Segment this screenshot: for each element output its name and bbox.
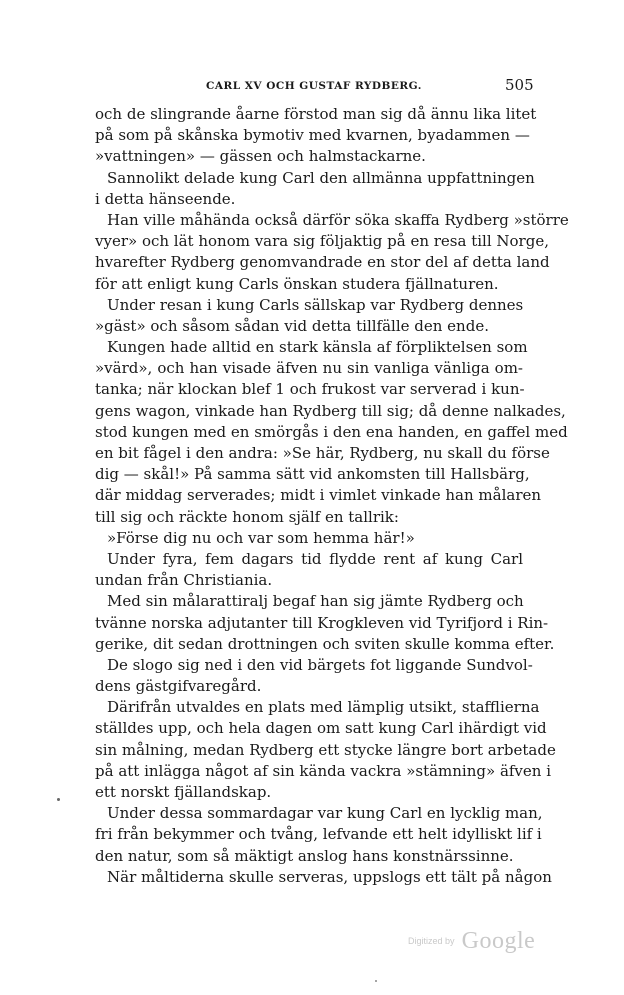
text-line: vyer» och lät honom vara sig följaktig på en resa till Norge, [95, 232, 549, 251]
stray-mark-bottom [375, 980, 377, 982]
text-line: Med sin målarattiralj begaf han sig jämte Rydberg och [107, 592, 524, 611]
text-line: i detta hänseende. [95, 189, 236, 208]
text-line: Under resan i kung Carls sällskap var Rydberg dennes [107, 295, 524, 314]
text-line: ställdes upp, och hela dagen om satt kung Carl ihärdigt vid [95, 719, 547, 738]
text-line: »Förse dig nu och var som hemma här!» [107, 528, 415, 547]
text-line: för att enligt kung Carls önskan studera fjällnaturen. [95, 274, 499, 293]
text-line: Kungen hade alltid en stark känsla af förpliktelsen som [107, 338, 528, 357]
paragraph [95, 210, 569, 295]
text-line: där middag serverades; midt i vimlet vinkade han målaren [95, 486, 542, 505]
text-line: ett norskt fjällandskap. [95, 783, 272, 801]
text-line: och de slingrande åarne förstod man sig då ännu lika litet [95, 105, 537, 123]
watermark-prefix: Digitized by [408, 936, 455, 946]
paragraph [95, 803, 543, 867]
running-head [0, 76, 624, 100]
text-line: hvarefter Rydberg genomvandrade en stor del af detta land [95, 253, 550, 272]
paragraph [95, 295, 523, 337]
text-line: på som på skånska bymotiv med kvarnen, byadammen — [95, 126, 530, 145]
paragraph [95, 591, 555, 655]
text-line: på att inlägga något af sin kända vackra »stämning» äfven i [95, 761, 552, 780]
text-line: fri från bekymmer och tvång, lefvande ett helt idylliskt lif i [95, 825, 542, 844]
text-line: stod kungen med en smörgås i den ena handen, en gaffel med [95, 422, 568, 441]
text-line: dens gästgifvaregård. [95, 677, 262, 696]
google-logo: Google [461, 928, 536, 954]
text-line: Sannolikt delade kung Carl den allmänna uppfattningen [107, 168, 535, 187]
stray-mark [57, 798, 60, 801]
text-line: till sig och räckte honom själf en tallrik: [95, 507, 399, 526]
text-line: »värd», och han visade äfven nu sin vanliga vänliga om- [95, 359, 523, 378]
paragraph [95, 549, 523, 591]
paragraph [95, 168, 535, 210]
body-text [95, 104, 569, 888]
text-line: dig — skål!» På samma sätt vid ankomsten till Hallsbärg, [95, 465, 530, 484]
paragraph [95, 528, 523, 549]
paragraph [95, 337, 568, 528]
text-line: Under fyra, fem dagars tid flydde rent af kung Carl [107, 549, 523, 568]
text-line: en bit fågel i den andra: »Se här, Rydberg, nu skall du förse [95, 444, 550, 462]
text-line: Han ville måhända också därför söka skaffa Rydberg »större [107, 210, 569, 229]
paragraph [95, 655, 533, 697]
paragraph [95, 867, 552, 888]
text-line: undan från Christiania. [95, 571, 273, 590]
text-line: När måltiderna skulle serveras, uppslogs ett tält på någon [107, 867, 552, 886]
text-line: gerike, dit sedan drottningen och sviten skulle komma efter. [95, 634, 555, 653]
paragraph [95, 104, 537, 168]
text-line: tvänne norska adjutanter till Krogkleven vid Tyrifjord i Rin- [95, 613, 549, 632]
text-line: »vattningen» — gässen och halmstackarne. [95, 147, 426, 166]
text-line: Under dessa sommardagar var kung Carl en lycklig man, [107, 804, 543, 823]
text-line: Därifrån utvaldes en plats med lämplig utsikt, stafflierna [107, 698, 540, 717]
text-line: tanka; när klockan blef 1 och frukost var serverad i kun- [95, 380, 525, 399]
page-number: 505 [505, 76, 534, 94]
text-line: gens wagon, vinkade han Rydberg till sig; då denne nalkades, [95, 401, 566, 420]
text-line: »gäst» och såsom sådan vid detta tillfälle den ende. [95, 316, 489, 335]
text-line: den natur, som så mäktigt anslog hans konstnärssinne. [95, 846, 514, 865]
running-title: CARL XV OCH GUSTAF RYDBERG. [206, 80, 422, 92]
text-line: De slogo sig ned i den vid bärgets fot liggande Sundvol- [107, 655, 533, 674]
paragraph [95, 697, 556, 803]
text-line: sin målning, medan Rydberg ett stycke längre bort arbetade [95, 740, 556, 759]
digitized-watermark [408, 928, 535, 958]
